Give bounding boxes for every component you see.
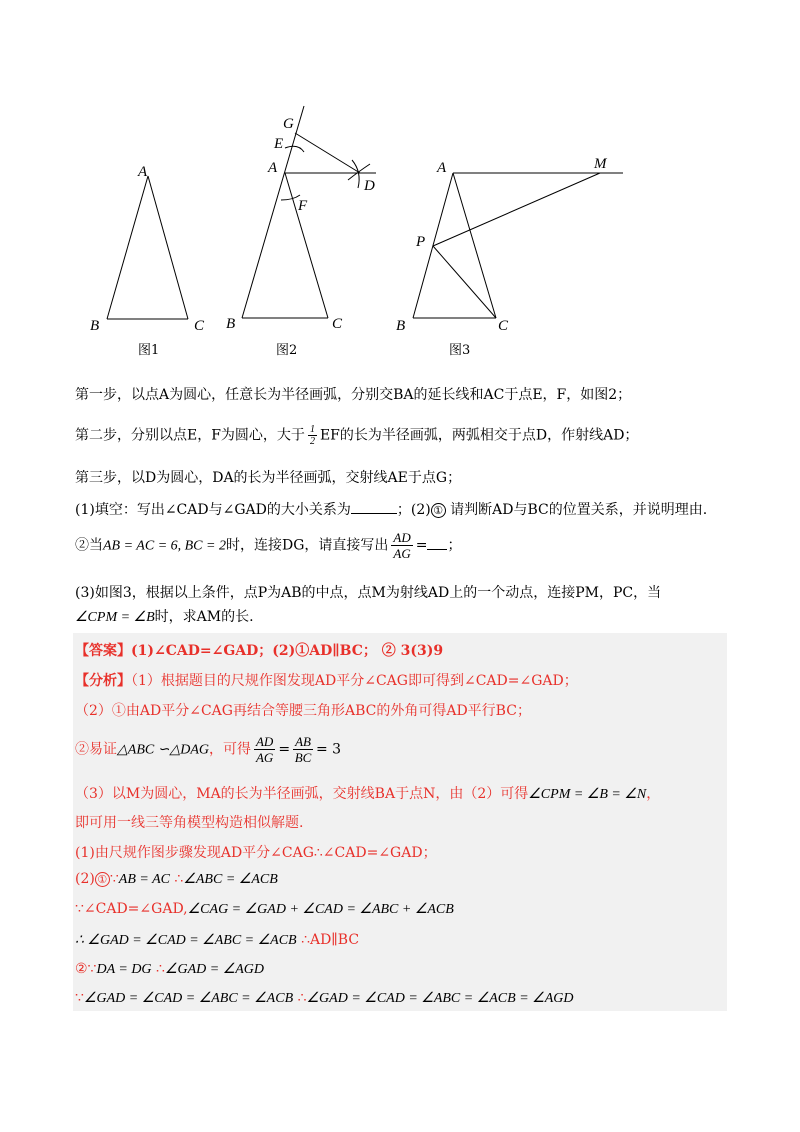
fig1-side-ab — [107, 176, 148, 319]
fig3-label-c: C — [498, 318, 509, 334]
answer-text: (1)∠CAD=∠GAD；(2)①AD∥BC； ② 3(3)9 — [131, 643, 444, 659]
question-2-condition: AB = AC = 6, BC = 2 — [103, 538, 226, 554]
solution-line-6: ∵∠GAD = ∠CAD = ∠ABC = ∠ACB ∴∠GAD = ∠CAD = ∠ABC = ∠ACB = ∠AGD — [75, 990, 574, 1006]
fig2-label-d: D — [364, 178, 375, 194]
question-3-line-2: ∠CPM = ∠B时，求AM的长. — [75, 609, 254, 625]
fig3-label-b: B — [396, 318, 406, 334]
analysis-label: 【分析】 — [75, 673, 131, 689]
question-2-fraction: $\frac{AD}{AG}$ — [393, 530, 411, 561]
solution-line-2: (2) ① ∵AB = AC ∴∠ABC = ∠ACB — [75, 871, 278, 887]
step-3: 第三步，以D为圆心，DA的长为半径画弧，交射线AE于点G； — [75, 470, 462, 486]
solution-line-4: ∴ ∠GAD = ∠CAD = ∠ABC = ∠ACB ∴AD∥BC — [75, 932, 360, 948]
fig1-label-c: C — [194, 318, 205, 334]
analysis-angle-equality: ∠CPM = ∠B = ∠N — [528, 787, 647, 802]
solution-circled-one: ① — [95, 872, 110, 887]
analysis-line-3: ②易证△ABC ∽△DAG，可得 $\frac{AD}{AG}$ = $\frac{AB}{BC}$ = 3 — [75, 734, 342, 765]
question-1: (1)填空：写出∠CAD与∠GAD的大小关系为 ；(2) ① 请判断AD与BC的位置关系，并说明理由. — [75, 502, 708, 518]
step-2-fraction: $\frac{1}{2}$ — [309, 424, 315, 447]
answer-blank-2 — [427, 537, 447, 550]
analysis-fraction-1: $\frac{AD}{AG}$ — [255, 734, 274, 765]
question-3-condition: ∠CPM = ∠B — [75, 610, 155, 625]
fig2-label-f: F — [298, 198, 308, 214]
analysis-fraction-2: $\frac{AB}{BC}$ — [294, 734, 312, 765]
answer-line — [75, 640, 443, 660]
fig3-side-ac — [453, 173, 496, 318]
fig3-segment-pm — [433, 173, 600, 246]
fig3-caption: 图3 — [449, 343, 471, 358]
step-1: 第一步，以点A为圆心，任意长为半径画弧，分别交BA的延长线和AC于点E，F，如图2； — [75, 387, 632, 403]
fig3-label-p: P — [416, 234, 426, 250]
fig3-label-a: A — [437, 160, 447, 176]
solution-line-5: ②∵DA = DG ∴∠GAD = ∠AGD — [75, 961, 265, 977]
question-3-line-1: (3)如图3，根据以上条件，点P为AB的中点，点M为射线AD上的一个动点，连接PM，PC，当 — [75, 585, 662, 601]
step-2 — [75, 424, 638, 447]
fig1-label-a: A — [138, 164, 148, 180]
analysis-line-5: 即可用一线三等角模型构造相似解题. — [75, 815, 304, 831]
analysis-line-2: （2）①由AD平分∠CAG再结合等腰三角形ABC的外角可得AD平行BC； — [75, 703, 531, 719]
answer-blank-1 — [351, 501, 397, 514]
fig2-caption: 图2 — [276, 343, 298, 358]
fig2-label-a: A — [268, 160, 278, 176]
fig2-label-b: B — [226, 316, 236, 332]
solution-line-1: (1)由尺规作图步骤发现AD平分∠CAG∴∠CAD=∠GAD； — [75, 845, 437, 861]
geometry-figures — [60, 100, 660, 365]
circled-one: ① — [431, 503, 446, 518]
fig2-arc-e — [285, 146, 304, 152]
similar-triangles: △ABC ∽△DAG — [117, 742, 209, 758]
fig1-caption: 图1 — [138, 343, 160, 358]
fig2-side-ac — [285, 173, 328, 318]
fig1-label-b: B — [90, 318, 100, 334]
solution-line-3: ∵∠CAD=∠GAD,∠CAG = ∠GAD + ∠CAD = ∠ABC + ∠ACB — [75, 901, 454, 917]
step-2-text-b: EF的长为半径画弧，两弧相交于点D，作射线AD； — [319, 427, 639, 444]
fig2-ray-ag — [242, 106, 304, 318]
fig1-side-ac — [148, 176, 188, 319]
fig2-label-c: C — [332, 316, 343, 332]
fig3-label-m: M — [594, 156, 607, 172]
question-2: ②当AB = AC = 6, BC = 2时，连接DG，请直接写出 $\frac{AD}{AG}$ = ； — [75, 530, 462, 561]
fig2-label-g: G — [283, 116, 294, 132]
analysis-line-4: （3）以M为圆心，MA的长为半径画弧，交射线BA于点N，由（2）可得∠CPM = ∠B = ∠N， — [75, 786, 661, 802]
step-2-text-a: 第二步，分别以点E，F为圆心，大于 — [75, 427, 305, 444]
fig2-label-e: E — [274, 136, 284, 152]
fig3-segment-pc — [433, 246, 496, 318]
fig2-segment-gd — [295, 133, 360, 173]
answer-label: 【答案】 — [75, 643, 131, 659]
analysis-line-1: 【分析】（1）根据题目的尺规作图发现AD平分∠CAG即可得到∠CAD=∠GAD； — [75, 673, 578, 689]
